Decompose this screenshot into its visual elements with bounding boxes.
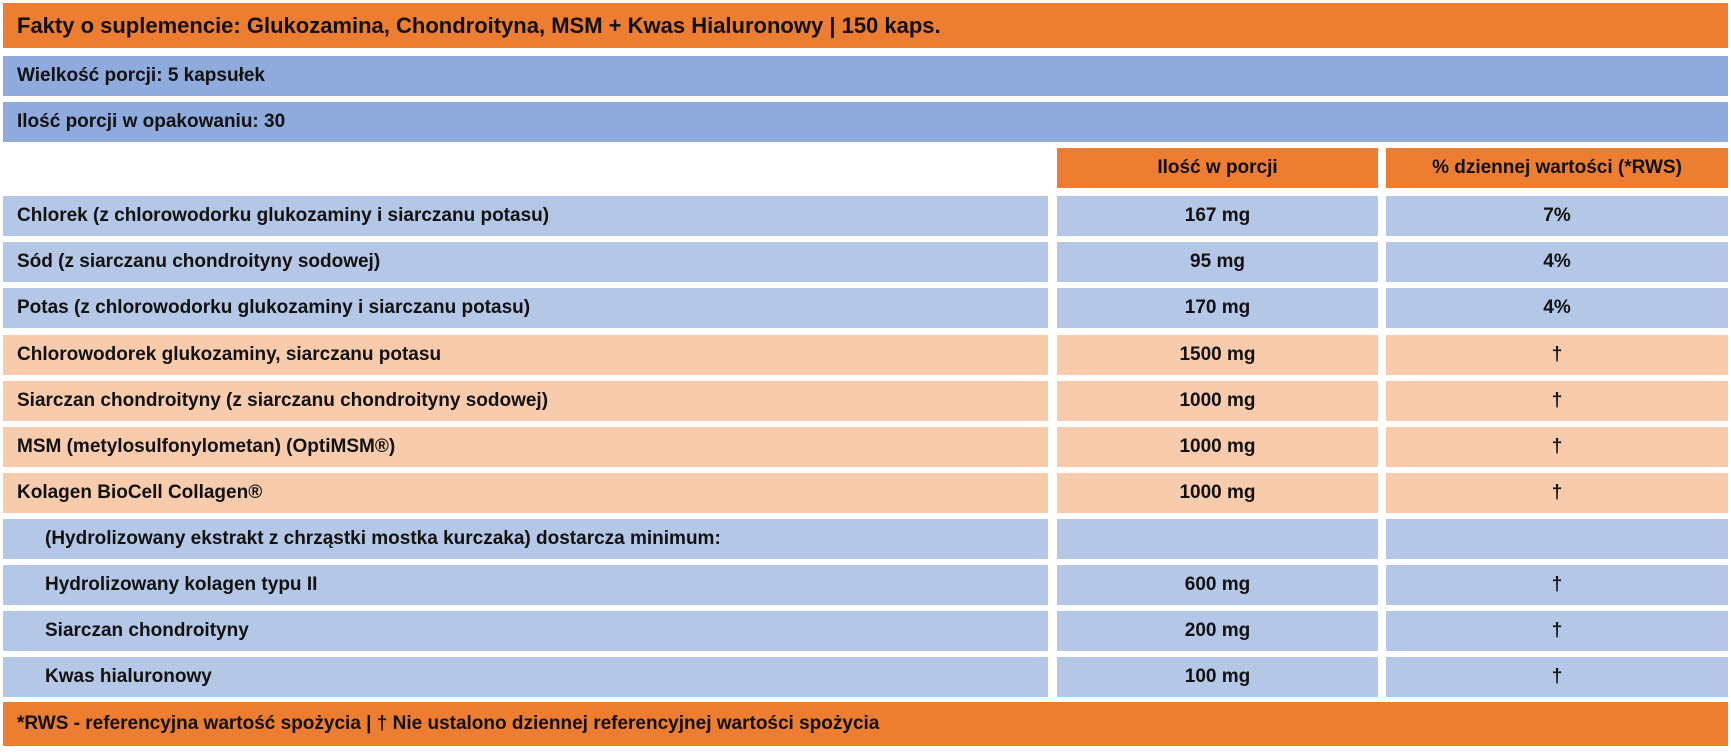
row-amount: 1000 mg <box>1057 427 1378 467</box>
row-name: Sód (z siarczanu chondroityny sodowej) <box>3 242 1048 282</box>
row-name: Siarczan chondroityny (z siarczanu chondroityny sodowej) <box>3 381 1048 421</box>
row-name: Siarczan chondroityny <box>3 611 1048 651</box>
column-header-daily-value: % dziennej wartości (*RWS) <box>1386 148 1728 188</box>
row-name: Hydrolizowany kolagen typu II <box>3 565 1048 605</box>
row-amount: 1000 mg <box>1057 473 1378 513</box>
row-amount: 167 mg <box>1057 196 1378 236</box>
row-name: (Hydrolizowany ekstrakt z chrząstki mostka kurczaka) dostarcza minimum: <box>3 519 1048 559</box>
table-title: Fakty o suplemencie: Glukozamina, Chondroityna, MSM + Kwas Hialuronowy | 150 kaps. <box>3 3 1728 48</box>
row-daily-value: 4% <box>1386 288 1728 328</box>
row-daily-value: † <box>1386 611 1728 651</box>
row-amount: 1500 mg <box>1057 335 1378 375</box>
row-name: Chlorowodorek glukozaminy, siarczanu potasu <box>3 335 1048 375</box>
row-name: Chlorek (z chlorowodorku glukozaminy i siarczanu potasu) <box>3 196 1048 236</box>
servings-per-container: Ilość porcji w opakowaniu: 30 <box>3 102 1728 142</box>
column-header-amount: Ilość w porcji <box>1057 148 1378 188</box>
footer-note: *RWS - referencyjna wartość spożycia | † Nie ustalono dziennej referencyjnej wartości spożycia <box>3 702 1728 746</box>
row-daily-value: † <box>1386 473 1728 513</box>
row-amount: 200 mg <box>1057 611 1378 651</box>
row-daily-value: 7% <box>1386 196 1728 236</box>
row-daily-value: † <box>1386 381 1728 421</box>
row-amount: 100 mg <box>1057 657 1378 697</box>
row-daily-value <box>1386 519 1728 559</box>
row-daily-value: † <box>1386 427 1728 467</box>
row-name: Potas (z chlorowodorku glukozaminy i siarczanu potasu) <box>3 288 1048 328</box>
row-daily-value: † <box>1386 657 1728 697</box>
row-amount: 170 mg <box>1057 288 1378 328</box>
row-amount: 95 mg <box>1057 242 1378 282</box>
row-name: MSM (metylosulfonylometan) (OptiMSM®) <box>3 427 1048 467</box>
serving-size: Wielkość porcji: 5 kapsułek <box>3 56 1728 96</box>
row-amount: 600 mg <box>1057 565 1378 605</box>
row-daily-value: 4% <box>1386 242 1728 282</box>
row-amount: 1000 mg <box>1057 381 1378 421</box>
row-daily-value: † <box>1386 565 1728 605</box>
row-name: Kwas hialuronowy <box>3 657 1048 697</box>
row-daily-value: † <box>1386 335 1728 375</box>
row-name: Kolagen BioCell Collagen® <box>3 473 1048 513</box>
row-amount <box>1057 519 1378 559</box>
